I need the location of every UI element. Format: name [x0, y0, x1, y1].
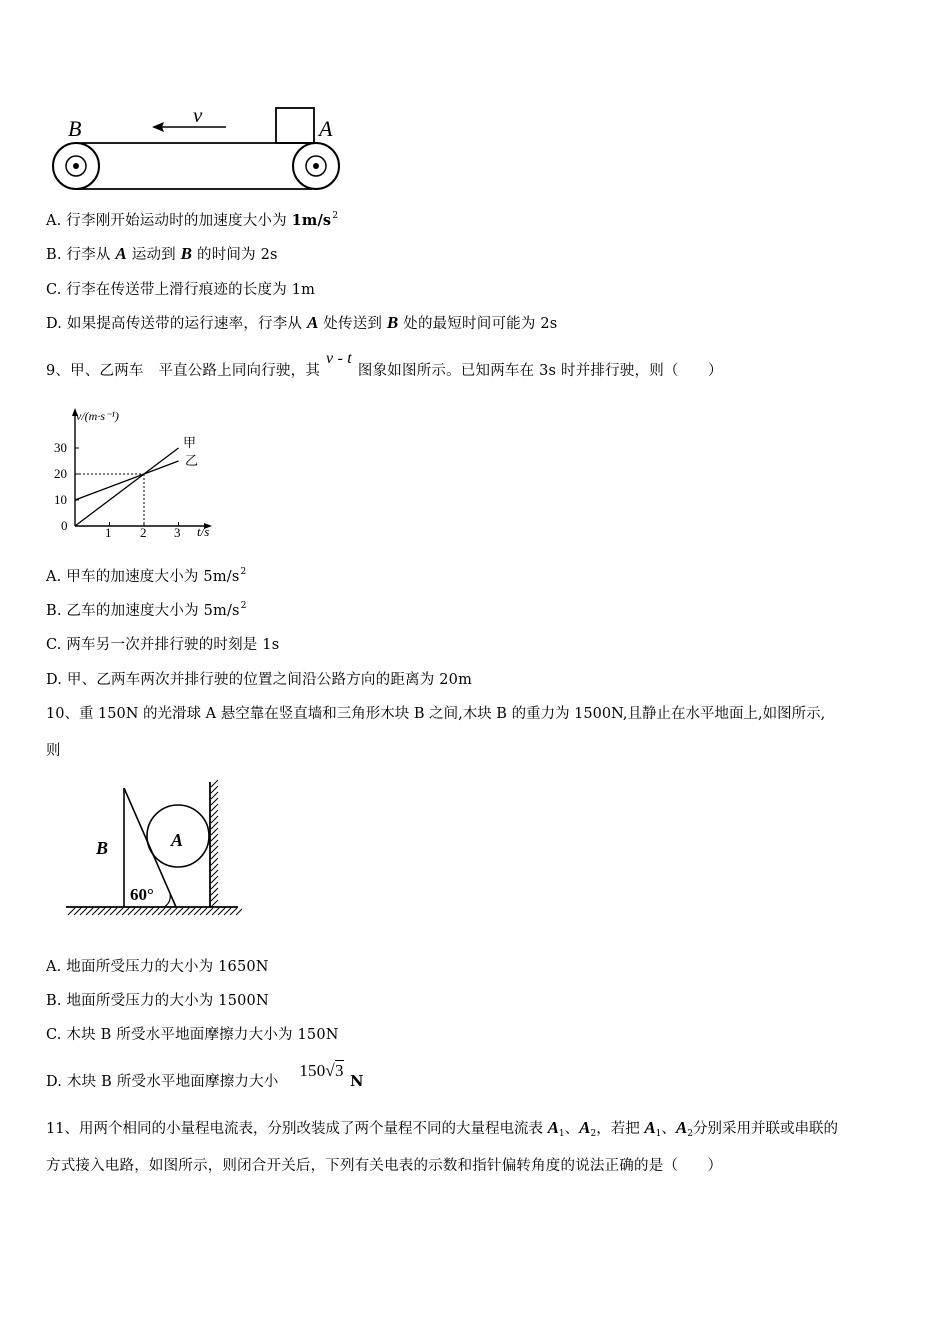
vt-series-jia-label: 甲: [183, 435, 197, 450]
q10-stem-line2: 则: [46, 743, 61, 759]
ground-hatch-line: [212, 908, 219, 915]
wall-hatch-line: [211, 828, 218, 835]
vt-ytick-10: 10: [54, 492, 67, 507]
wall-hatch-line: [211, 894, 218, 901]
wall-hatch-line: [211, 798, 218, 805]
wall-hatch-line: [211, 804, 218, 811]
wall-hatch-line: [211, 786, 218, 793]
ground-hatch-line: [74, 908, 81, 915]
ground-hatch-line: [206, 908, 213, 915]
ground-hatch-line: [188, 908, 195, 915]
wall-hatch-line: [211, 840, 218, 847]
ground-hatch-line: [170, 908, 177, 915]
vt-ylabel: v/(m·s⁻¹): [76, 409, 119, 423]
ground-hatch-line: [218, 908, 225, 915]
conveyor-belt-figure: [46, 102, 346, 194]
q9-option-a: A. 甲车的加速度大小为 $5m/s^2$: [46, 567, 247, 585]
ground-hatch-line: [110, 908, 117, 915]
vt-series-jia-line: [75, 448, 179, 526]
vt-xtick-3: 3: [174, 525, 181, 540]
ground-hatch-line: [140, 908, 147, 915]
wall-hatch-line: [211, 870, 218, 877]
ground-hatch-line: [122, 908, 129, 915]
ground-hatch-line: [92, 908, 99, 915]
ground-hatch-line: [152, 908, 159, 915]
vt-series-yi-label: 乙: [185, 453, 199, 468]
wall-hatch-line: [211, 792, 218, 799]
q9-option-d: D. 甲、乙两车两次并排行驶的位置之间沿公路方向的距离为 20m: [46, 672, 473, 688]
q10-option-b: B. 地面所受压力的大小为 1500N: [46, 993, 269, 1009]
ground-hatch-line: [164, 908, 171, 915]
ground-hatch-line: [158, 908, 165, 915]
ground-hatch-line: [104, 908, 111, 915]
vt-xtick-2: 2: [140, 525, 147, 540]
vt-label: v - t: [326, 350, 352, 367]
q8-option-a: A. 行李刚开始运动时的加速度大小为 $1m/s^2$: [46, 211, 339, 229]
wall-hatch-line: [211, 858, 218, 865]
wall-hatch-line: [211, 816, 218, 823]
q8-option-b: B. 行李从 A 运动到 B 的时间为 2s: [46, 244, 278, 263]
wall-hatch-line: [211, 864, 218, 871]
vt-xlabel: t/s: [197, 524, 210, 539]
ground-hatch-line: [80, 908, 87, 915]
wall-hatch-line: [211, 846, 218, 853]
wedge-label-b: B: [96, 838, 109, 858]
ball-label-a: A: [171, 830, 184, 850]
vt-series-yi-line: [75, 461, 179, 500]
ground-hatch-line: [194, 908, 201, 915]
vt-graph: [46, 402, 226, 547]
wedge-ball-figure: [60, 776, 242, 918]
vt-xtick-1: 1: [105, 525, 112, 540]
ground-hatch-line: [128, 908, 135, 915]
q8-option-d: D. 如果提高传送带的运行速率，行李从 A 处传送到 B 处的最短时间可能为 2s: [46, 313, 558, 332]
ground-hatch-line: [134, 908, 141, 915]
ground-hatch-line: [98, 908, 105, 915]
q10-option-c: C. 木块 B 所受水平地面摩擦力大小为 150N: [46, 1027, 339, 1043]
wall-hatch-line: [211, 876, 218, 883]
q9-stem: 9、甲、乙两车 平直公路上同向行驶，其v - t图象如图所示。已知两车在 3s 时并排行驶，则（ ）: [46, 350, 723, 379]
q8-option-c: C. 行李在传送带上滑行痕迹的长度为 1m: [46, 282, 316, 298]
belt-label-v: v: [193, 103, 203, 127]
q10-option-d: D. 木块 B 所受水平地面摩擦力大小 150√3 N: [46, 1061, 364, 1090]
q10-stem-line1: 10、重 150N 的光滑球 A 悬空靠在竖直墙和三角形木块 B 之间,木块 B 的重力为 1500N,且静止在水平地面上,如图所示,: [46, 706, 826, 722]
q11-stem-line2: 方式接入电路，如图所示，则闭合开关后，下列有关电表的示数和指针偏转角度的说法正确的是（ ）: [46, 1158, 723, 1174]
sqrt-expression: 150√3: [299, 1061, 344, 1080]
q10-option-a: A. 地面所受压力的大小为 1650N: [46, 959, 269, 975]
ground-hatch-line: [176, 908, 183, 915]
belt-label-b: B: [68, 116, 82, 141]
wall-hatch-line: [211, 822, 218, 829]
ground-hatch-line: [224, 908, 231, 915]
ground-hatch-line: [236, 908, 242, 915]
sqrt-sign: √: [325, 1061, 335, 1080]
ground-hatch-line: [116, 908, 123, 915]
q9-option-c: C. 两车另一次并排行驶的时刻是 1s: [46, 637, 280, 653]
ground-hatch-line: [86, 908, 93, 915]
vt-ytick-0: 0: [61, 518, 68, 533]
q9-option-b: B. 乙车的加速度大小为 $5m/s^2$: [46, 601, 247, 619]
wall-hatch-line: [211, 888, 218, 895]
vt-ytick-20: 20: [54, 466, 67, 481]
ground-hatch-line: [68, 908, 75, 915]
ground-hatch-line: [230, 908, 237, 915]
wall-hatch-line: [211, 852, 218, 859]
wall-hatch-line: [211, 882, 218, 889]
angle-label: 60°: [130, 885, 154, 904]
ground-hatch-line: [200, 908, 207, 915]
wall-hatch-line: [211, 900, 218, 907]
wall-hatch-line: [211, 834, 218, 841]
wall-hatch-line: [211, 810, 218, 817]
ground-hatch-line: [146, 908, 153, 915]
q11-stem-line1: 11、用两个相同的小量程电流表，分别改装成了两个量程不同的大量程电流表 $A_1$、$A_2$，若把 $A_1$、$A_2$分别采用并联或串联的: [46, 1118, 838, 1139]
belt-label-a: A: [319, 116, 333, 141]
vt-ytick-30: 30: [54, 440, 67, 455]
ground-hatch-line: [182, 908, 189, 915]
wall-hatch-line: [211, 780, 218, 787]
